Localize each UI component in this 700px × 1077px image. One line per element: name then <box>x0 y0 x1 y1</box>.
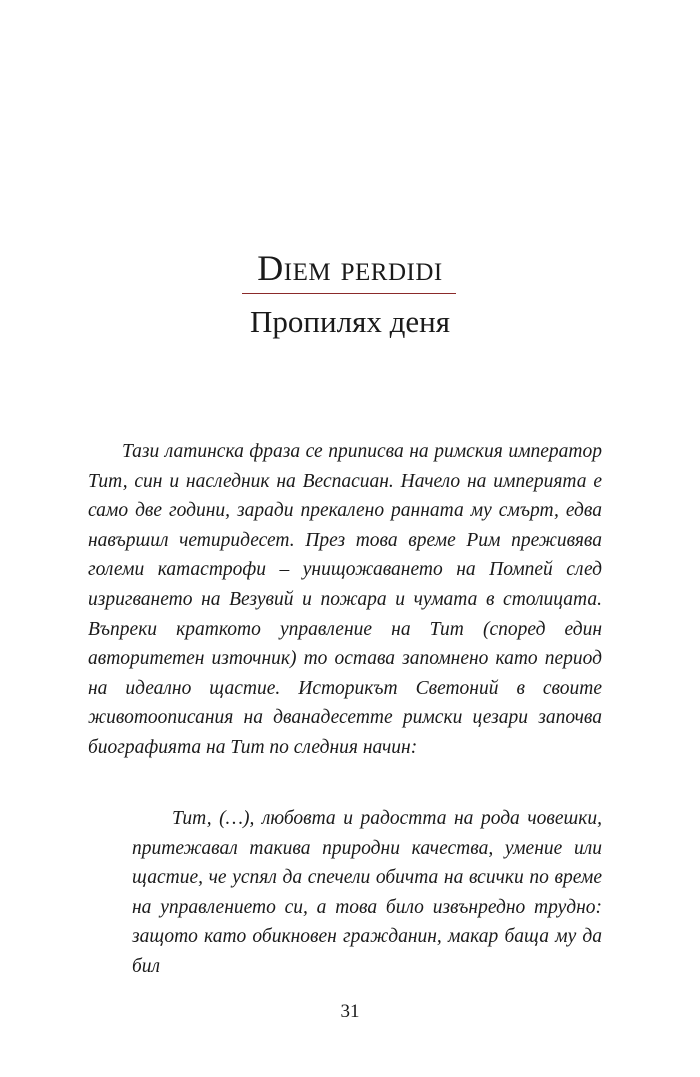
body-paragraph: Тази латинска фраза се приписва на римския император Тит, син и наследник на Веспасиан. Начело на империята е само две години, заради прекалено ранната му смърт, едва навършил четиридесет. През това време Рим преживява големи катастрофи – унищожаването на Помпей след изригването на Везувий и пожара и чумата в столицата. Въпреки краткото управление на Тит (според един авторитетен източник) то остава запомнено като период на идеално щастие. Историкът Светоний в своите животоописания на дванадесетте римски цезари започва биографията на Тит по следния начин: <box>88 441 602 758</box>
chapter-subtitle: Пропилях деня <box>250 304 450 339</box>
block-quote: Тит, (…), любовта и радостта на рода човешки, притежавал такива природни качества, умение или щастие, че успял да спечели обичта на всички по време на управлението си, а това било извънредно трудно: защото като обикновен гражданин, макар баща му да бил <box>132 808 602 977</box>
page-number: 31 <box>340 1001 360 1022</box>
chapter-title: Diem perdidi <box>257 248 443 288</box>
title-divider <box>242 293 456 294</box>
